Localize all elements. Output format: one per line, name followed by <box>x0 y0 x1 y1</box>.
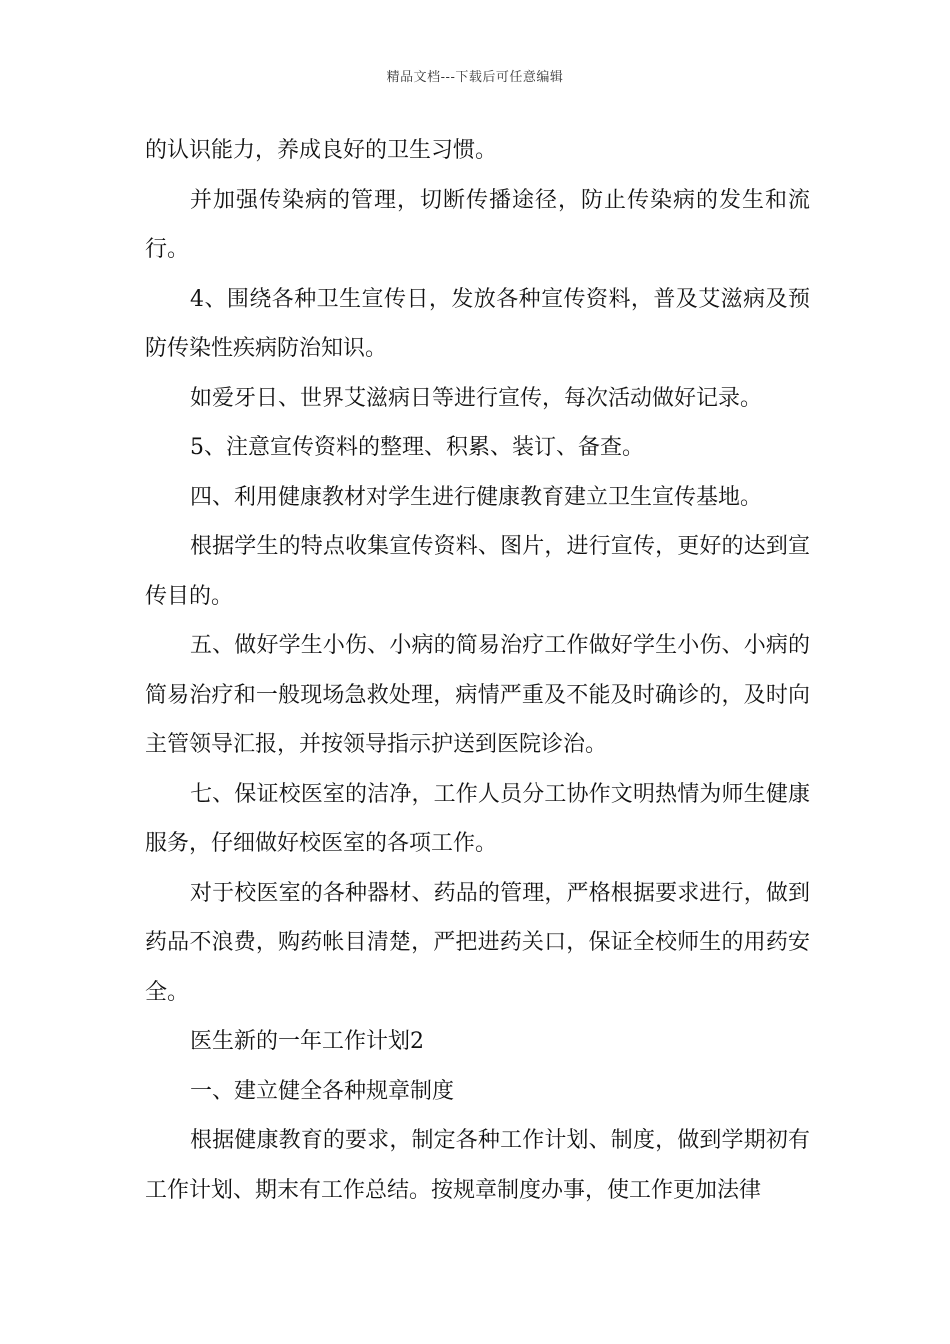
section-heading-7: 七、保证校医室的洁净，工作人员分工协作文明热情为师生健康服务，仔细做好校医室的各项工作。 <box>145 781 810 856</box>
paragraph-4: 如爱牙日、世界艾滋病日等进行宣传，每次活动做好记录。 <box>190 385 763 411</box>
section-heading-5: 五、做好学生小伤、小病的简易治疗工作做好学生小伤、小病的简易治疗和一般现场急救处理，病情严重及不能及时确诊的，及时向主管领导汇报，并按领导指示护送到医院诊治。 <box>145 633 810 757</box>
paragraph-1: 的认识能力，养成良好的卫生习惯。 <box>145 138 498 163</box>
paragraph-10: 对于校医室的各种器材、药品的管理，严格根据要求进行，做到药品不浪费，购药帐目清楚，严把进药关口，保证全校师生的用药安全。 <box>145 880 810 1005</box>
paragraph-2: 并加强传染病的管理，切断传播途径，防止传染病的发生和流行。 <box>145 187 810 262</box>
page-header: 精品文档---下载后可任意编辑 <box>386 70 564 85</box>
paragraph-5: 5、注意宣传资料的整理、积累、装订、备查。 <box>190 435 644 460</box>
paragraph-7: 根据学生的特点收集宣传资料、图片，进行宣传，更好的达到宣传目的。 <box>145 534 810 609</box>
section-heading-1: 一、建立健全各种规章制度 <box>190 1078 455 1104</box>
paragraph-13: 根据健康教育的要求，制定各种工作计划、制度，做到学期初有工作计划、期末有工作总结。按规章制度办事，使工作更加法律 <box>145 1128 810 1203</box>
section-heading-4: 四、利用健康教材对学生进行健康教育建立卫生宣传基地。 <box>190 484 763 510</box>
plan-title: 医生新的一年工作计划2 <box>190 1029 424 1054</box>
paragraph-3: 4、围绕各种卫生宣传日，发放各种宣传资料，普及艾滋病及预防传染性疾病防治知识。 <box>145 286 810 361</box>
document-body <box>145 126 810 1215</box>
